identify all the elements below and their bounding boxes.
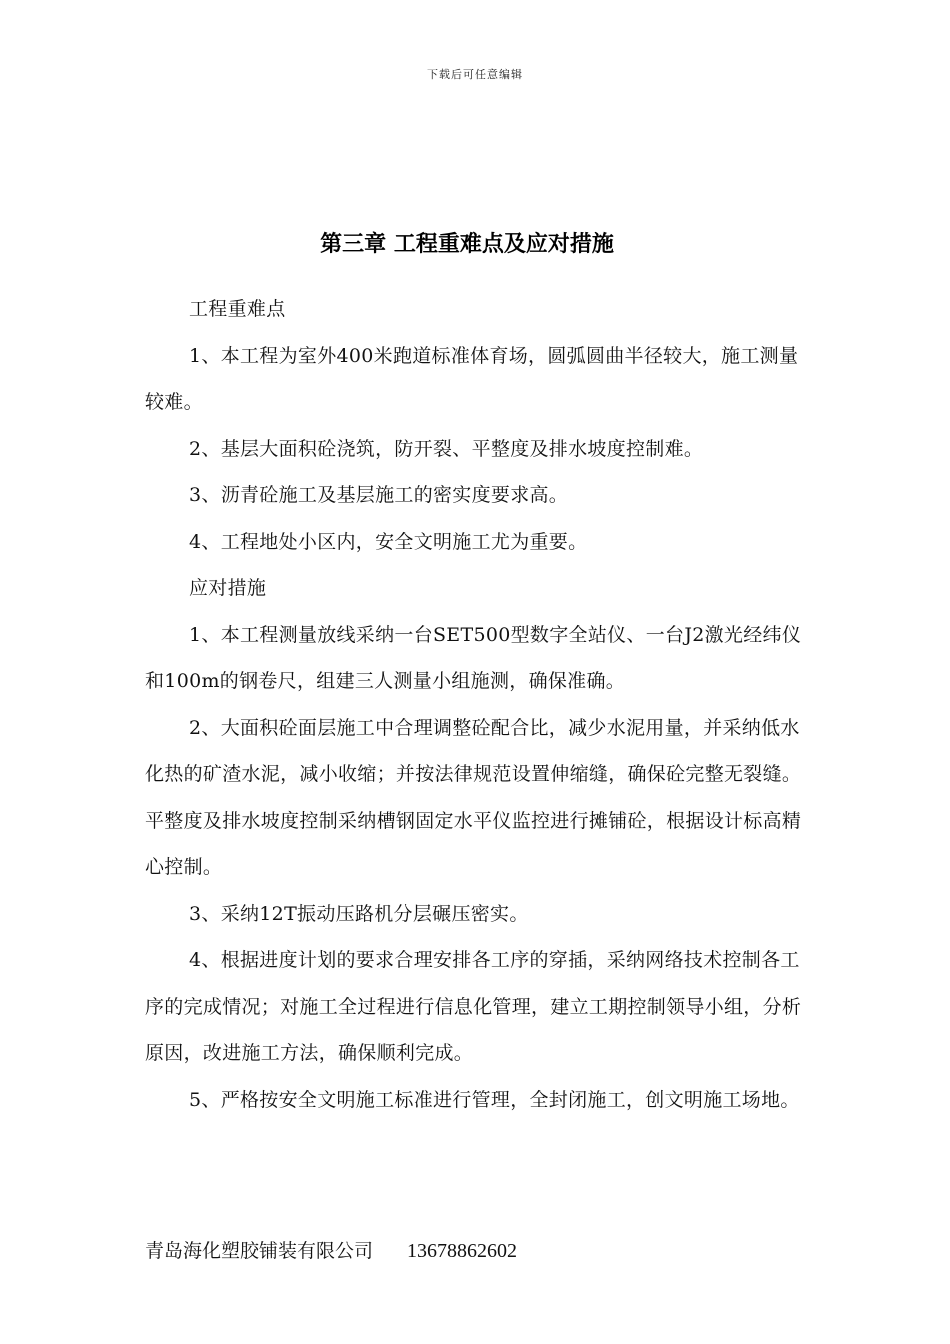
measure-item-1: 1、本工程测量放线采纳一台SET500型数字全站仪、一台J2激光经纬仪和100m的钢卷尺，组建三人测量小组施测，确保准确。: [145, 623, 802, 692]
section-heading-measures: 应对措施: [189, 577, 267, 599]
document-body: [145, 286, 805, 1123]
difficulty-item-3: 3、沥青砼施工及基层施工的密实度要求高。: [189, 484, 569, 506]
section-heading-difficulties: 工程重难点: [189, 298, 286, 320]
footer-phone: 13678862602: [407, 1240, 518, 1262]
header-note: 下载后可任意编辑: [427, 68, 523, 81]
difficulty-item-1: 1、本工程为室外400米跑道标准体育场，圆弧圆曲半径较大，施工测量较难。: [145, 344, 799, 413]
difficulty-item-4: 4、工程地处小区内，安全文明施工尤为重要。: [189, 530, 588, 553]
chapter-title: 第三章 工程重难点及应对措施: [320, 232, 614, 257]
difficulty-item-2: 2、基层大面积砼浇筑，防开裂、平整度及排水坡度控制难。: [189, 437, 704, 460]
measure-item-2: 2、大面积砼面层施工中合理调整砼配合比，减少水泥用量，并采纳低水化热的矿渣水泥，减小收缩；并按法律规范设置伸缩缝，确保砼完整无裂缝。平整度及排水坡度控制采纳槽钢固定水平仪监控进行摊铺砼，根据设计标高精心控制。: [145, 716, 802, 878]
measure-item-5: 5、严格按安全文明施工标准进行管理，全封闭施工，创文明施工场地。: [189, 1088, 800, 1111]
measure-item-3: 3、采纳12T振动压路机分层碾压密实。: [189, 902, 529, 925]
footer-company: 青岛海化塑胶铺装有限公司: [145, 1240, 374, 1262]
measure-item-4: 4、根据进度计划的要求合理安排各工序的穿插，采纳网络技术控制各工序的完成情况；对施工全过程进行信息化管理，建立工期控制领导小组，分析原因，改进施工方法，确保顺利完成。: [145, 949, 802, 1064]
footer: [145, 1236, 517, 1263]
